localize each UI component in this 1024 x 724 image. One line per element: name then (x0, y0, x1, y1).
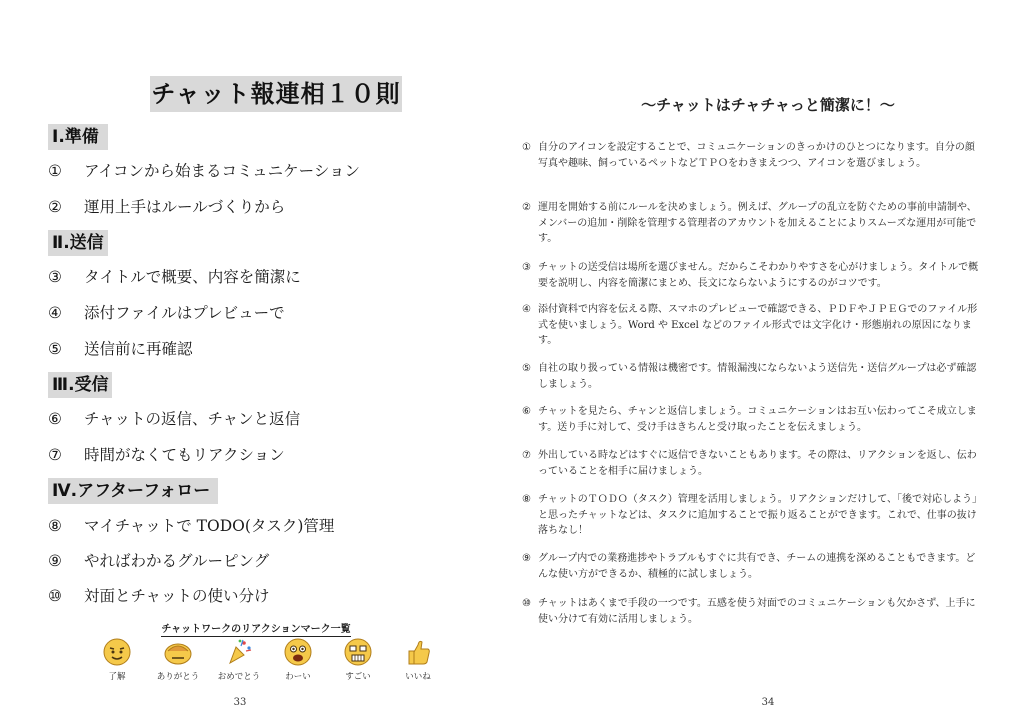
item-number: ⑩ (522, 598, 531, 609)
page-number: 34 (761, 697, 775, 708)
item-text: 添付資料で内容を伝える際、スマホのプレビューで確認できる、ＰＤＦやＪＰＥＧでのファイル形式を使いましょう。Word や Excel などのファイル形式では文字化け・形態崩れの原因になります。 (538, 304, 978, 346)
explanation-item (522, 448, 980, 479)
rule-item (48, 160, 360, 182)
item-text: 運用を開始する前にルールを決めましょう。例えば、グループの乱立を防ぐための事前申請制や、メンバーの追加・削除を管理する管理者のアカウントを加えることによりスムーズな運用が可能です。 (538, 202, 977, 244)
reaction-label: 了解 (108, 672, 126, 682)
item-number: ④ (522, 304, 531, 315)
rule-text: 添付ファイルはプレビューで (84, 304, 285, 322)
page-subtitle: ～チャットはチャチャっと簡潔に！～ (641, 96, 895, 114)
explanation-item (522, 361, 980, 392)
section-heading-preparation: Ⅰ.準備 (48, 124, 108, 150)
item-number: ③ (522, 262, 531, 273)
explanation-item (522, 140, 980, 171)
rule-number: ⑨ (48, 552, 62, 570)
reaction-label: いいね (405, 672, 431, 682)
understood-face-icon (102, 637, 132, 667)
item-text: 自分のアイコンを設定することで、コミュニケーションのきっかけのひとつになります。自分の顔写真や趣味、飼っているペットなどＴＰＯをわきまえつつ、アイコンを選びましょう。 (538, 142, 975, 169)
item-number: ⑦ (522, 450, 531, 461)
rule-item (48, 196, 285, 218)
item-text: チャットを見たら、チャンと返信しましょう。コミュニケーションはお互い伝わってこそ成立します。送り手に対して、受け手はきちんと受け取ったことを伝えましょう。 (538, 406, 977, 433)
explanation-item (522, 492, 980, 539)
explanation-item (522, 302, 980, 349)
item-number: ① (522, 142, 531, 153)
rule-text: タイトルで概要、内容を簡潔に (84, 268, 301, 286)
rule-text: やればわかるグルーピング (84, 552, 270, 570)
item-text: グループ内での業務進捗やトラブルもすぐに共有でき、チームの連携を深めることもできます。どんな使い方ができるか、積極的に試しましょう。 (538, 553, 976, 580)
section-heading-sending: Ⅱ.送信 (48, 230, 108, 256)
rule-number: ⑧ (48, 517, 62, 535)
item-number: ⑥ (522, 406, 531, 417)
rule-item (48, 585, 270, 607)
explanation-item (522, 596, 980, 627)
thumbs-up-icon (403, 637, 433, 667)
section-heading-after-follow: Ⅳ.アフターフォロー (48, 478, 218, 504)
reaction-understood (87, 637, 147, 682)
rule-text: 時間がなくてもリアクション (84, 446, 285, 464)
rule-item (48, 515, 334, 537)
rule-item (48, 338, 193, 360)
item-number: ⑧ (522, 494, 531, 505)
item-number: ⑤ (522, 363, 531, 374)
reaction-amazing (328, 637, 388, 682)
rule-number: ① (48, 162, 62, 180)
reaction-yay (268, 637, 328, 682)
rule-text: 送信前に再確認 (84, 340, 193, 358)
reaction-list-title: チャットワークのリアクションマーク一覧 (161, 624, 351, 635)
item-number: ⑨ (522, 553, 531, 564)
reaction-label: わーい (285, 672, 311, 682)
rule-item (48, 444, 285, 466)
rule-text: チャットの返信、チャンと返信 (84, 410, 301, 428)
reaction-thank-you (148, 637, 208, 682)
rule-item (48, 266, 301, 288)
item-text: チャットの送受信は場所を選びません。だからこそわかりやすさを心がけましょう。タイトルで概要を説明し、内容を簡潔にまとめ、長文にならないようにするのがコツです。 (538, 262, 979, 289)
item-text: 外出している時などはすぐに返信できないこともあります。その際は、リアクションを返し、伝わっていることを相手に届けましょう。 (538, 450, 977, 477)
rule-item (48, 302, 285, 324)
amazed-face-icon (343, 637, 373, 667)
rule-text: マイチャットで TODO(タスク)管理 (84, 517, 335, 535)
rule-number: ④ (48, 304, 62, 322)
rule-number: ⑥ (48, 410, 62, 428)
rule-number: ③ (48, 268, 62, 286)
reaction-congrats (209, 637, 269, 682)
rule-number: ⑤ (48, 340, 62, 358)
reaction-label: すごい (345, 672, 371, 682)
rule-text: 運用上手はルールづくりから (84, 198, 286, 216)
rule-item (48, 408, 300, 430)
explanation-item (522, 200, 980, 247)
party-popper-icon (224, 637, 254, 667)
page-number: 33 (233, 697, 247, 708)
excited-face-icon (283, 637, 313, 667)
reaction-label: ありがとう (156, 672, 200, 682)
right-page (512, 0, 1024, 724)
rule-number: ② (48, 198, 62, 216)
explanation-item (522, 551, 980, 582)
item-number: ② (522, 202, 531, 213)
page-title: チャット報連相１０則 (150, 76, 402, 112)
reaction-label: おめでとう (217, 672, 261, 682)
rule-number: ⑦ (48, 446, 62, 464)
explanation-item (522, 260, 980, 291)
rule-number: ⑩ (48, 587, 62, 605)
rule-text: アイコンから始まるコミュニケーション (84, 162, 361, 180)
section-heading-receiving: Ⅲ.受信 (48, 372, 112, 398)
rule-text: 対面とチャットの使い分け (84, 587, 270, 605)
explanation-item (522, 404, 980, 435)
rule-item (48, 550, 269, 572)
reaction-like (388, 637, 448, 682)
item-text: 自社の取り扱っている情報は機密です。情報漏洩にならないよう送信先・送信グループは必ず確認しましょう。 (538, 363, 977, 390)
thank-you-bow-icon (163, 637, 193, 667)
item-text: チャットのＴＯＤＯ（タスク）管理を活用しましょう。リアクションだけして、「後で対応しよう」と思ったチャットなどは、タスクに追加することで振り返ることができます。これで、仕事の抜け落ちなし！ (538, 494, 977, 536)
item-text: チャットはあくまで手段の一つです。五感を使う対面でのコミュニケーションも欠かさず、上手に使い分けて有効に活用しましょう。 (538, 598, 976, 625)
